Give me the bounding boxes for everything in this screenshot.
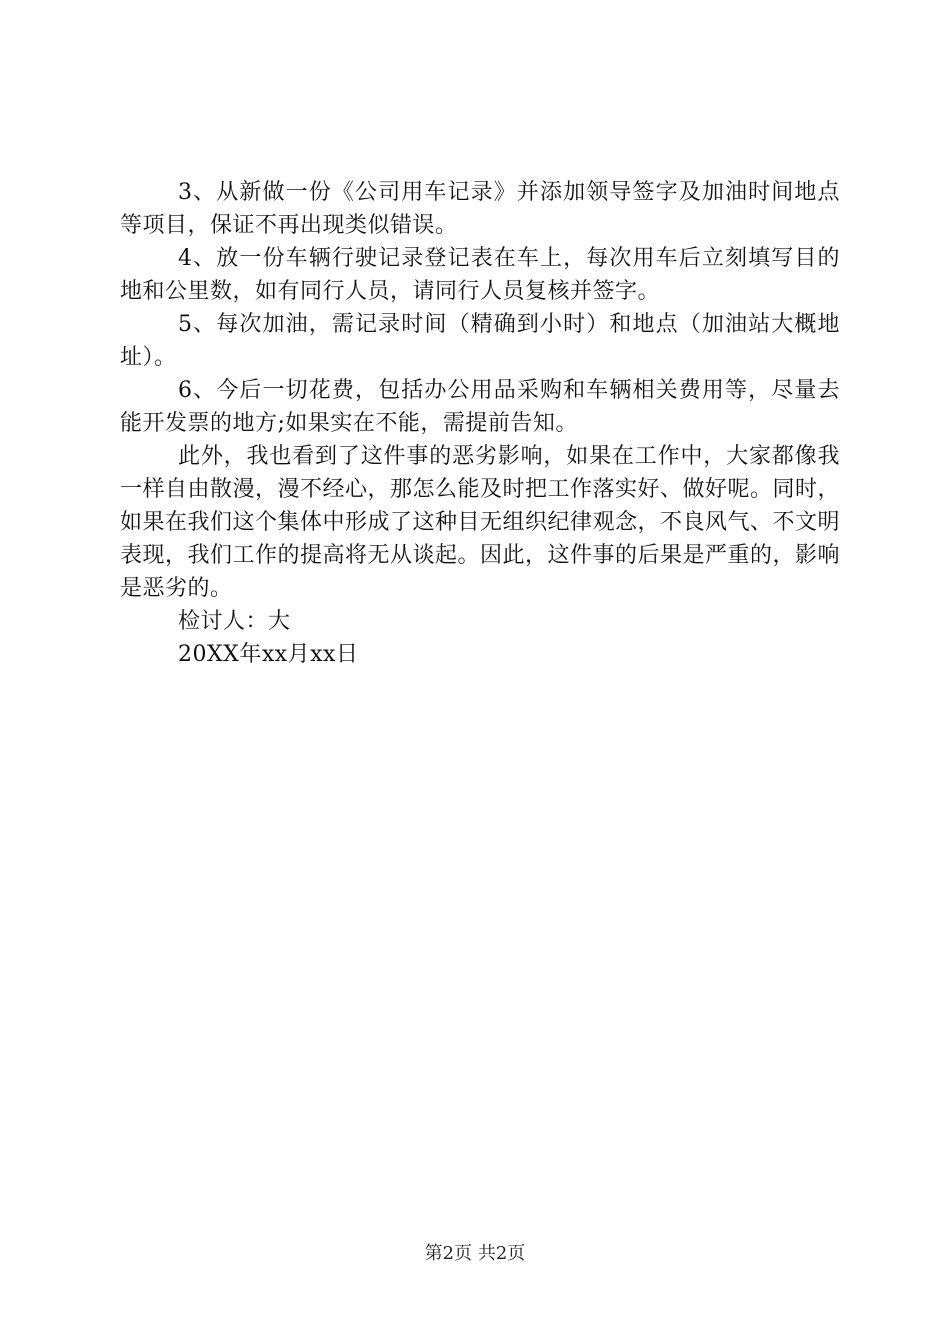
paragraph-item-6: 6、今后一切花费，包括办公用品采购和车辆相关费用等，尽量去能开发票的地方;如果实在不能，需提前告知。 [120, 378, 840, 436]
signature-line: 检讨人：大 [178, 609, 291, 634]
paragraph-conclusion: 此外，我也看到了这件事的恶劣影响，如果在工作中，大家都像我一样自由散漫，漫不经心，那怎么能及时把工作落实好、做好呢。同时，如果在我们这个集体中形成了这种目无组织纪律观念，不良风气、不文明表现，我们工作的提高将无从谈起。因此，这件事的后果是严重的，影响是恶劣的。 [120, 444, 841, 601]
document-body [120, 176, 840, 671]
paragraph-item-5: 5、每次加油，需记录时间（精确到小时）和地点（加油站大概地址）。 [120, 312, 840, 370]
page-number-footer: 第2页 共2页 [424, 1243, 526, 1264]
paragraph-item-4: 4、放一份车辆行驶记录登记表在车上，每次用车后立刻填写目的地和公里数，如有同行人员，请同行人员复核并签字。 [120, 246, 840, 304]
date-line: 20XX年xx月xx日 [178, 642, 359, 667]
paragraph-item-3: 3、从新做一份《公司用车记录》并添加领导签字及加油时间地点等项目，保证不再出现类似错误。 [120, 180, 840, 238]
